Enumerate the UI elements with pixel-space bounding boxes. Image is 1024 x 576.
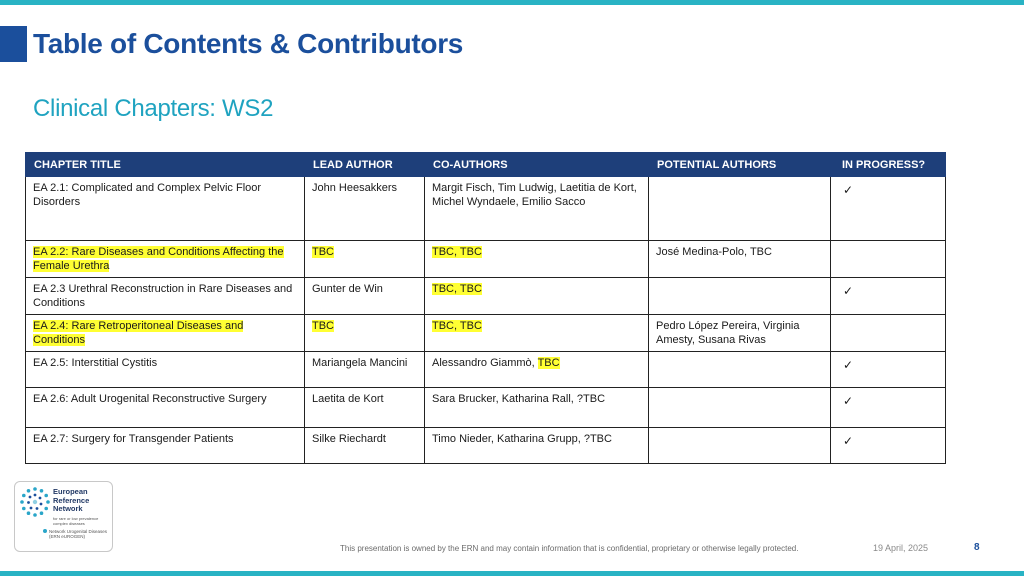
in-progress-cell bbox=[831, 278, 946, 315]
slide-title: Table of Contents & Contributors bbox=[33, 28, 464, 59]
lead-author: Laetita de Kort bbox=[312, 393, 384, 405]
table-header-row bbox=[26, 153, 946, 177]
chapter-title: EA 2.5: Interstitial Cystitis bbox=[33, 357, 158, 369]
co-authors-cell bbox=[425, 388, 649, 428]
potential-authors-cell bbox=[649, 177, 831, 241]
top-accent-band bbox=[0, 0, 1024, 5]
logo-tagline: for rare or low prevalence complex diseases bbox=[53, 516, 99, 526]
co-authors-plain: Alessandro Giammò, bbox=[432, 357, 538, 369]
chapter-title: EA 2.1: Complicated and Complex Pelvic Floor Disorders bbox=[33, 182, 262, 208]
checkmark-icon bbox=[841, 327, 843, 329]
in-progress-cell bbox=[831, 177, 946, 241]
chapter-title-cell bbox=[26, 388, 305, 428]
lead-author-cell bbox=[305, 177, 425, 241]
table-row bbox=[26, 388, 946, 428]
co-authors: Margit Fisch, Tim Ludwig, Laetitia de Kort, Michel Wyndaele, Emilio Sacco bbox=[432, 182, 637, 208]
chapter-title-cell bbox=[26, 278, 305, 315]
co-authors-highlighted: TBC, TBC bbox=[432, 246, 482, 258]
lead-author-cell bbox=[305, 278, 425, 315]
footer-date: 19 April, 2025 bbox=[873, 543, 929, 553]
header-chapter-title: CHAPTER TITLE bbox=[26, 153, 305, 177]
potential-authors: Pedro López Pereira, Virginia Amesty, Susana Rivas bbox=[656, 320, 800, 346]
lead-author: Gunter de Win bbox=[312, 283, 383, 295]
checkmark-icon bbox=[841, 253, 843, 255]
chapter-title: EA 2.6: Adult Urogenital Reconstructive Surgery bbox=[33, 393, 267, 405]
logo-network-line: Network Urogenital Diseases (ERN eUROGEN) bbox=[49, 529, 108, 539]
in-progress-cell bbox=[831, 352, 946, 388]
chapter-title-cell bbox=[26, 177, 305, 241]
contributors-table bbox=[25, 152, 946, 464]
lead-author: TBC bbox=[312, 320, 334, 332]
logo-name bbox=[53, 488, 89, 514]
header-co-authors: CO-AUTHORS bbox=[425, 153, 649, 177]
header-potential-authors: POTENTIAL AUTHORS bbox=[649, 153, 831, 177]
chapter-title: EA 2.4: Rare Retroperitoneal Diseases and Conditions bbox=[33, 320, 244, 346]
footer-disclaimer: This presentation is owned by the ERN and may contain information that is confidential, proprietary or otherwise legally protected. bbox=[340, 544, 799, 553]
chapter-title-cell bbox=[26, 428, 305, 464]
header-in-progress: IN PROGRESS? bbox=[831, 153, 946, 177]
ern-logo bbox=[14, 481, 113, 552]
co-authors-cell bbox=[425, 428, 649, 464]
in-progress-cell bbox=[831, 315, 946, 352]
in-progress-cell bbox=[831, 428, 946, 464]
co-authors-cell bbox=[425, 177, 649, 241]
lead-author: Mariangela Mancini bbox=[312, 357, 408, 369]
potential-authors: José Medina-Polo, TBC bbox=[656, 246, 772, 258]
potential-authors-cell bbox=[649, 388, 831, 428]
in-progress-cell bbox=[831, 241, 946, 278]
potential-authors-cell bbox=[649, 315, 831, 352]
co-authors: Timo Nieder, Katharina Grupp, ?TBC bbox=[432, 433, 612, 445]
logo-name-line: Reference bbox=[53, 495, 90, 505]
co-authors-highlighted: TBC bbox=[537, 357, 560, 369]
logo-name-line: European bbox=[53, 487, 88, 496]
checkmark-icon: ✓ bbox=[843, 394, 854, 408]
co-authors-cell bbox=[425, 352, 649, 388]
ern-ring-icon bbox=[19, 486, 51, 518]
checkmark-icon: ✓ bbox=[843, 358, 854, 372]
table-row bbox=[26, 352, 946, 388]
checkmark-icon: ✓ bbox=[843, 183, 854, 197]
table-row bbox=[26, 278, 946, 315]
table-row bbox=[26, 315, 946, 352]
table-row bbox=[26, 241, 946, 278]
bottom-accent-band bbox=[0, 571, 1024, 576]
co-authors-cell bbox=[425, 278, 649, 315]
lead-author: John Heesakkers bbox=[312, 182, 397, 194]
chapter-title-cell bbox=[26, 352, 305, 388]
co-authors-highlighted: TBC, TBC bbox=[432, 320, 482, 332]
lead-author: Silke Riechardt bbox=[312, 433, 386, 445]
co-authors-cell bbox=[425, 315, 649, 352]
slide-subtitle: Clinical Chapters: WS2 bbox=[33, 95, 274, 122]
chapter-title-cell bbox=[26, 315, 305, 352]
chapter-title-cell bbox=[26, 241, 305, 278]
potential-authors-cell bbox=[649, 352, 831, 388]
lead-author-cell bbox=[305, 388, 425, 428]
chapter-title: EA 2.7: Surgery for Transgender Patients bbox=[33, 433, 234, 445]
in-progress-cell bbox=[831, 388, 946, 428]
co-authors: Sara Brucker, Katharina Rall, ?TBC bbox=[432, 393, 606, 405]
lead-author: TBC bbox=[312, 246, 334, 258]
header-lead-author: LEAD AUTHOR bbox=[305, 153, 425, 177]
chapter-title: EA 2.3 Urethral Reconstruction in Rare Diseases and Conditions bbox=[33, 283, 293, 309]
checkmark-icon: ✓ bbox=[843, 284, 854, 298]
lead-author-cell bbox=[305, 428, 425, 464]
potential-authors-cell bbox=[649, 241, 831, 278]
chapter-title: EA 2.2: Rare Diseases and Conditions Affecting the Female Urethra bbox=[33, 246, 284, 272]
checkmark-icon: ✓ bbox=[843, 434, 854, 448]
co-authors-highlighted: TBC, TBC bbox=[432, 283, 482, 295]
lead-author-cell bbox=[305, 315, 425, 352]
logo-name-line: Network bbox=[53, 504, 83, 513]
potential-authors-cell bbox=[649, 278, 831, 315]
table-row bbox=[26, 177, 946, 241]
potential-authors-cell bbox=[649, 428, 831, 464]
table-row bbox=[26, 428, 946, 464]
lead-author-cell bbox=[305, 241, 425, 278]
title-marker-bar bbox=[0, 26, 27, 62]
co-authors-cell bbox=[425, 241, 649, 278]
lead-author-cell bbox=[305, 352, 425, 388]
page-number: 8 bbox=[974, 542, 980, 553]
